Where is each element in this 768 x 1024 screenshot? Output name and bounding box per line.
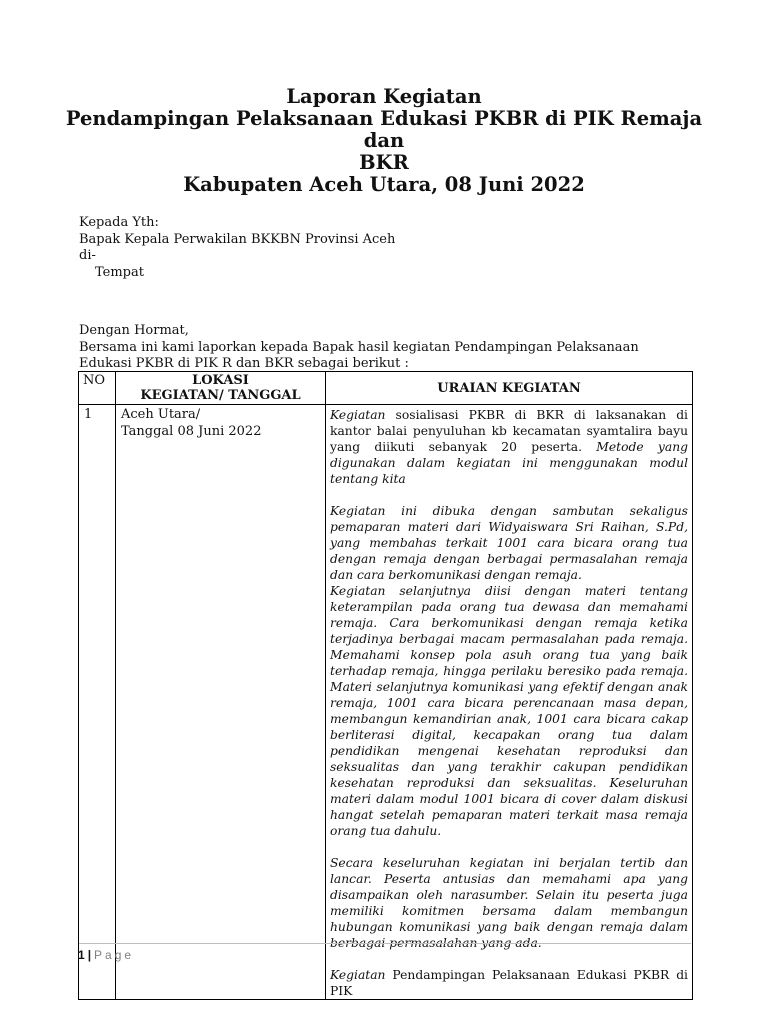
greeting: Dengan Hormat, — [79, 323, 189, 338]
page-number: 1 — [78, 948, 85, 962]
row-location-text: Aceh Utara/ — [121, 407, 201, 422]
address-to: Kepada Yth: — [79, 215, 159, 230]
address-recipient: Bapak Kepala Perwakilan BKKBN Provinsi Aceh — [79, 231, 396, 247]
paragraph-5-body: Pendampingan Pelaksanaan Edukasi PKBR di PIK — [330, 968, 688, 998]
row-date: Tanggal 08 Juni 2022 — [121, 423, 262, 439]
report-table — [78, 371, 693, 1000]
title-line-1: Laporan Kegiatan — [286, 85, 482, 108]
title-line-3: BKR — [359, 151, 409, 174]
header-no: NO — [79, 372, 116, 405]
paragraph-1-body: sosialisasi PKBR di BKR di laksanakan di kantor balai penyuluhan kb kecamatan syamtalira bayu yang diikuti sebanyak 20 peserta. — [330, 408, 688, 454]
document-title — [60, 86, 708, 196]
header-location — [116, 372, 326, 405]
paragraph-1-method: Metode yang digunakan dalam kegiatan ini menggunakan modul tentang kita — [330, 440, 689, 486]
address-di: di- — [79, 248, 96, 263]
page-footer — [78, 948, 134, 962]
header-description: URAIAN KEGIATAN — [326, 372, 693, 405]
table-row — [79, 405, 693, 1000]
header-location-line-2: KEGIATAN/ TANGGAL — [140, 388, 301, 403]
row-location — [116, 405, 326, 1000]
title-line-4: Kabupaten Aceh Utara, 08 Juni 2022 — [183, 173, 585, 196]
description-paragraph-4: Secara keseluruhan kegiatan ini berjalan tertib dan lancar. Peserta antusias dan memahami apa yang disampaikan oleh narasumber. Selain itu peserta juga memiliki komitmen bersama dalam membangun hubungan komunikasi yang baik dengan remaja dalam berbagai permasalahan yang ada. — [330, 856, 688, 950]
intro-body: Bersama ini kami laporkan kepada Bapak hasil kegiatan Pendampingan Pelaksanaan Edukasi PKBR di PIK R dan BKR sebagai berikut : — [79, 339, 639, 371]
description-paragraph-2: Kegiatan ini dibuka dengan sambutan sekaligus pemaparan materi dari Widyaiswara Sri Raihan, S.Pd, yang membahas terkait 1001 cara bicara orang tua dengan remaja dengan berbagai permasalahan remaja dan cara berkomunikasi dengan remaja. — [330, 504, 688, 582]
footer-separator: | — [87, 948, 92, 962]
intro-block — [79, 323, 691, 373]
address-block — [79, 215, 395, 281]
paragraph-1-lead: Kegiatan — [330, 408, 396, 422]
row-number: 1 — [79, 405, 116, 1000]
title-line-2: Pendampingan Pelaksanaan Edukasi PKBR di PIK Remaja dan — [65, 107, 703, 152]
address-place: Tempat — [95, 264, 144, 280]
row-description — [326, 405, 693, 1000]
page-label: Page — [94, 948, 135, 962]
paragraph-5-lead: Kegiatan — [330, 968, 393, 982]
description-paragraph-3: Kegiatan selanjutnya diisi dengan materi tentang keterampilan pada orang tua dewasa dan memahami remaja. Cara berkomunikasi dengan remaja ketika terjadinya berbagai macam permasalahan pada remaja. Memahami konsep pola asuh orang tua yang baik terhadap remaja, hingga perilaku beresiko pada remaja. Materi selanjutnya komunikasi yang efektif dengan anak remaja, 1001 cara bicara perencanaan masa depan, membangun kemandirian anak, 1001 cara bicara cakap berliterasi digital, kecapakan orang tua dalam pendidikan mengenai kesehatan reproduksi dan seksualitas dan yang terakhir cakupan pendidikan kesehatan reproduksi dan seksualitas. Keseluruhan materi dalam modul 1001 bicara di cover dalam diskusi hangat setelah pemaparan materi terkait masa remaja orang tua dahulu. — [330, 584, 688, 838]
description-paragraph-1 — [330, 407, 688, 487]
footer-divider — [79, 943, 691, 944]
description-paragraph-5 — [330, 967, 688, 999]
table-header-row — [79, 372, 693, 405]
header-location-line-1: LOKASI — [192, 373, 249, 388]
